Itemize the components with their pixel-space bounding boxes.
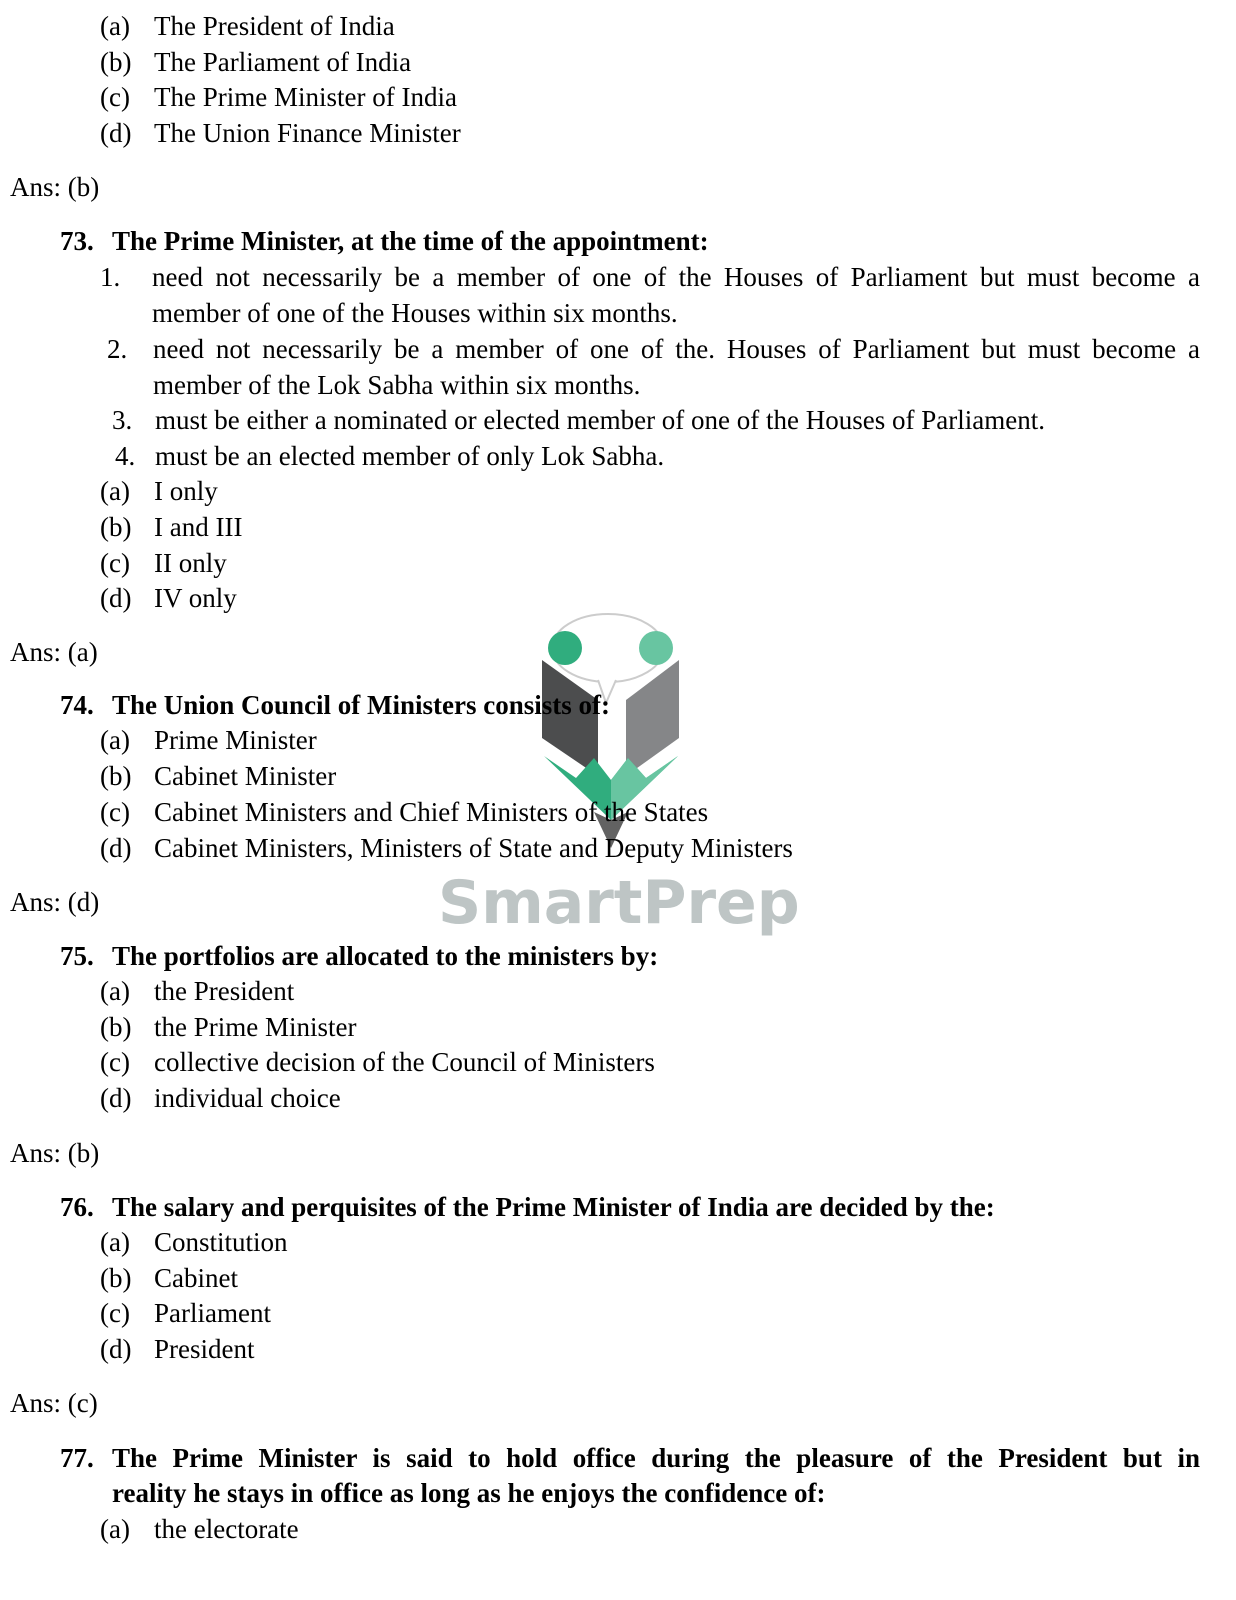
option-letter: (c) <box>100 797 130 827</box>
option-letter: (a) <box>100 1514 130 1544</box>
option-letter: (a) <box>100 725 130 755</box>
option-text: The President of India <box>154 11 395 41</box>
statement-number-line <box>115 441 155 471</box>
statement-number: 1. <box>100 262 121 292</box>
option-text: Cabinet Ministers and Chief Ministers of the States <box>154 797 709 827</box>
question <box>60 226 709 256</box>
statement-text: need not necessarily be a member of one of the. Houses of Parliament but must become a <box>153 334 1200 364</box>
option <box>100 583 237 613</box>
statement <box>155 405 1045 435</box>
option <box>100 1047 655 1077</box>
option <box>100 725 317 755</box>
question <box>60 690 610 720</box>
answer-line <box>10 1388 98 1418</box>
answer-line <box>10 172 99 202</box>
option-letter: (b) <box>100 47 132 77</box>
option-text: The Prime Minister of India <box>154 82 457 112</box>
question-text: The portfolios are allocated to the ministers by: <box>112 941 659 971</box>
option <box>100 512 242 542</box>
statement-text: member of one of the Houses within six months. <box>152 298 678 328</box>
statement-number: 3. <box>112 405 133 435</box>
option <box>100 1514 299 1544</box>
option-letter: (d) <box>100 1083 132 1113</box>
statement-text: must be either a nominated or elected member of one of the Houses of Parliament. <box>155 405 1045 435</box>
option-text: Prime Minister <box>154 725 317 755</box>
option-text: individual choice <box>154 1083 341 1113</box>
question-text: reality he stays in office as long as he enjoys the confidence of: <box>112 1478 826 1508</box>
option <box>100 47 411 77</box>
statement-number: 2. <box>107 334 128 364</box>
option <box>100 833 793 863</box>
option-letter: (a) <box>100 11 130 41</box>
question <box>60 941 658 971</box>
option-text: The Union Finance Minister <box>154 118 461 148</box>
option <box>100 976 294 1006</box>
option <box>100 1083 341 1113</box>
answer: Ans: (b) <box>10 1138 100 1168</box>
option <box>100 82 457 112</box>
question-number-line <box>60 1443 112 1473</box>
option-text: Cabinet Ministers, Ministers of State and Deputy Ministers <box>154 833 793 863</box>
answer-line <box>10 1138 99 1168</box>
option-text: President <box>154 1334 255 1364</box>
option-letter: (d) <box>100 1334 132 1364</box>
question-number: 73. <box>60 226 94 256</box>
option-letter: (c) <box>100 548 130 578</box>
option-letter: (a) <box>100 476 130 506</box>
statement-text: need not necessarily be a member of one of the Houses of Parliament but must become a <box>152 262 1200 292</box>
option-letter: (c) <box>100 82 130 112</box>
question-text: The Prime Minister is said to hold office during the pleasure of the President but in <box>112 1443 1200 1473</box>
answer-line <box>10 887 99 917</box>
option-text: Cabinet Minister <box>154 761 337 791</box>
statement <box>152 262 1200 292</box>
statement-continued <box>153 370 640 400</box>
option-letter: (b) <box>100 1012 132 1042</box>
option-letter: (c) <box>100 1298 130 1328</box>
option-text: I and III <box>154 512 243 542</box>
question <box>60 1192 995 1222</box>
option <box>100 11 395 41</box>
answer: Ans: (c) <box>10 1388 98 1418</box>
option <box>100 1298 271 1328</box>
statement-text: member of the Lok Sabha within six months. <box>153 370 641 400</box>
question-number: 75. <box>60 941 94 971</box>
option-text: II only <box>154 548 227 578</box>
option-letter: (a) <box>100 976 130 1006</box>
smartprep-watermark-text: SmartPrep <box>438 868 800 938</box>
statement-text: must be an elected member of only Lok Sabha. <box>155 441 665 471</box>
option <box>100 548 227 578</box>
statement <box>153 334 1200 364</box>
option-letter: (b) <box>100 512 132 542</box>
statement-number-line <box>107 334 153 364</box>
answer: Ans: (a) <box>10 637 98 667</box>
option <box>100 797 708 827</box>
option <box>100 1227 288 1257</box>
option <box>100 118 461 148</box>
question-continued <box>112 1478 825 1508</box>
statement-number-line <box>100 262 152 292</box>
option <box>100 476 218 506</box>
option-letter: (c) <box>100 1047 130 1077</box>
option <box>100 761 336 791</box>
question-number: 76. <box>60 1192 94 1222</box>
option-text: The Parliament of India <box>154 47 412 77</box>
option-text: Constitution <box>154 1227 288 1257</box>
statement-continued <box>152 298 678 328</box>
option-text: I only <box>154 476 218 506</box>
statement-number: 4. <box>115 441 136 471</box>
option-letter: (a) <box>100 1227 130 1257</box>
answer-line <box>10 637 98 667</box>
question-number: 74. <box>60 690 94 720</box>
option-letter: (d) <box>100 583 132 613</box>
question <box>112 1443 1200 1473</box>
statement-number-line <box>112 405 155 435</box>
option-letter: (b) <box>100 1263 132 1293</box>
option <box>100 1334 255 1364</box>
question-text: The Prime Minister, at the time of the appointment: <box>112 226 709 256</box>
statement <box>155 441 664 471</box>
option-letter: (d) <box>100 118 132 148</box>
option-text: IV only <box>154 583 237 613</box>
option-text: Cabinet <box>154 1263 238 1293</box>
option <box>100 1012 356 1042</box>
question-number: 77. <box>60 1443 94 1473</box>
option-text: Parliament <box>154 1298 271 1328</box>
option-text: the President <box>154 976 295 1006</box>
option <box>100 1263 238 1293</box>
question-text: The Union Council of Ministers consists of: <box>112 690 611 720</box>
answer: Ans: (b) <box>10 172 100 202</box>
answer: Ans: (d) <box>10 887 100 917</box>
option-letter: (b) <box>100 761 132 791</box>
option-letter: (d) <box>100 833 132 863</box>
option-text: the electorate <box>154 1514 299 1544</box>
option-text: the Prime Minister <box>154 1012 357 1042</box>
question-text: The salary and perquisites of the Prime Minister of India are decided by the: <box>112 1192 995 1222</box>
option-text: collective decision of the Council of Ministers <box>154 1047 655 1077</box>
